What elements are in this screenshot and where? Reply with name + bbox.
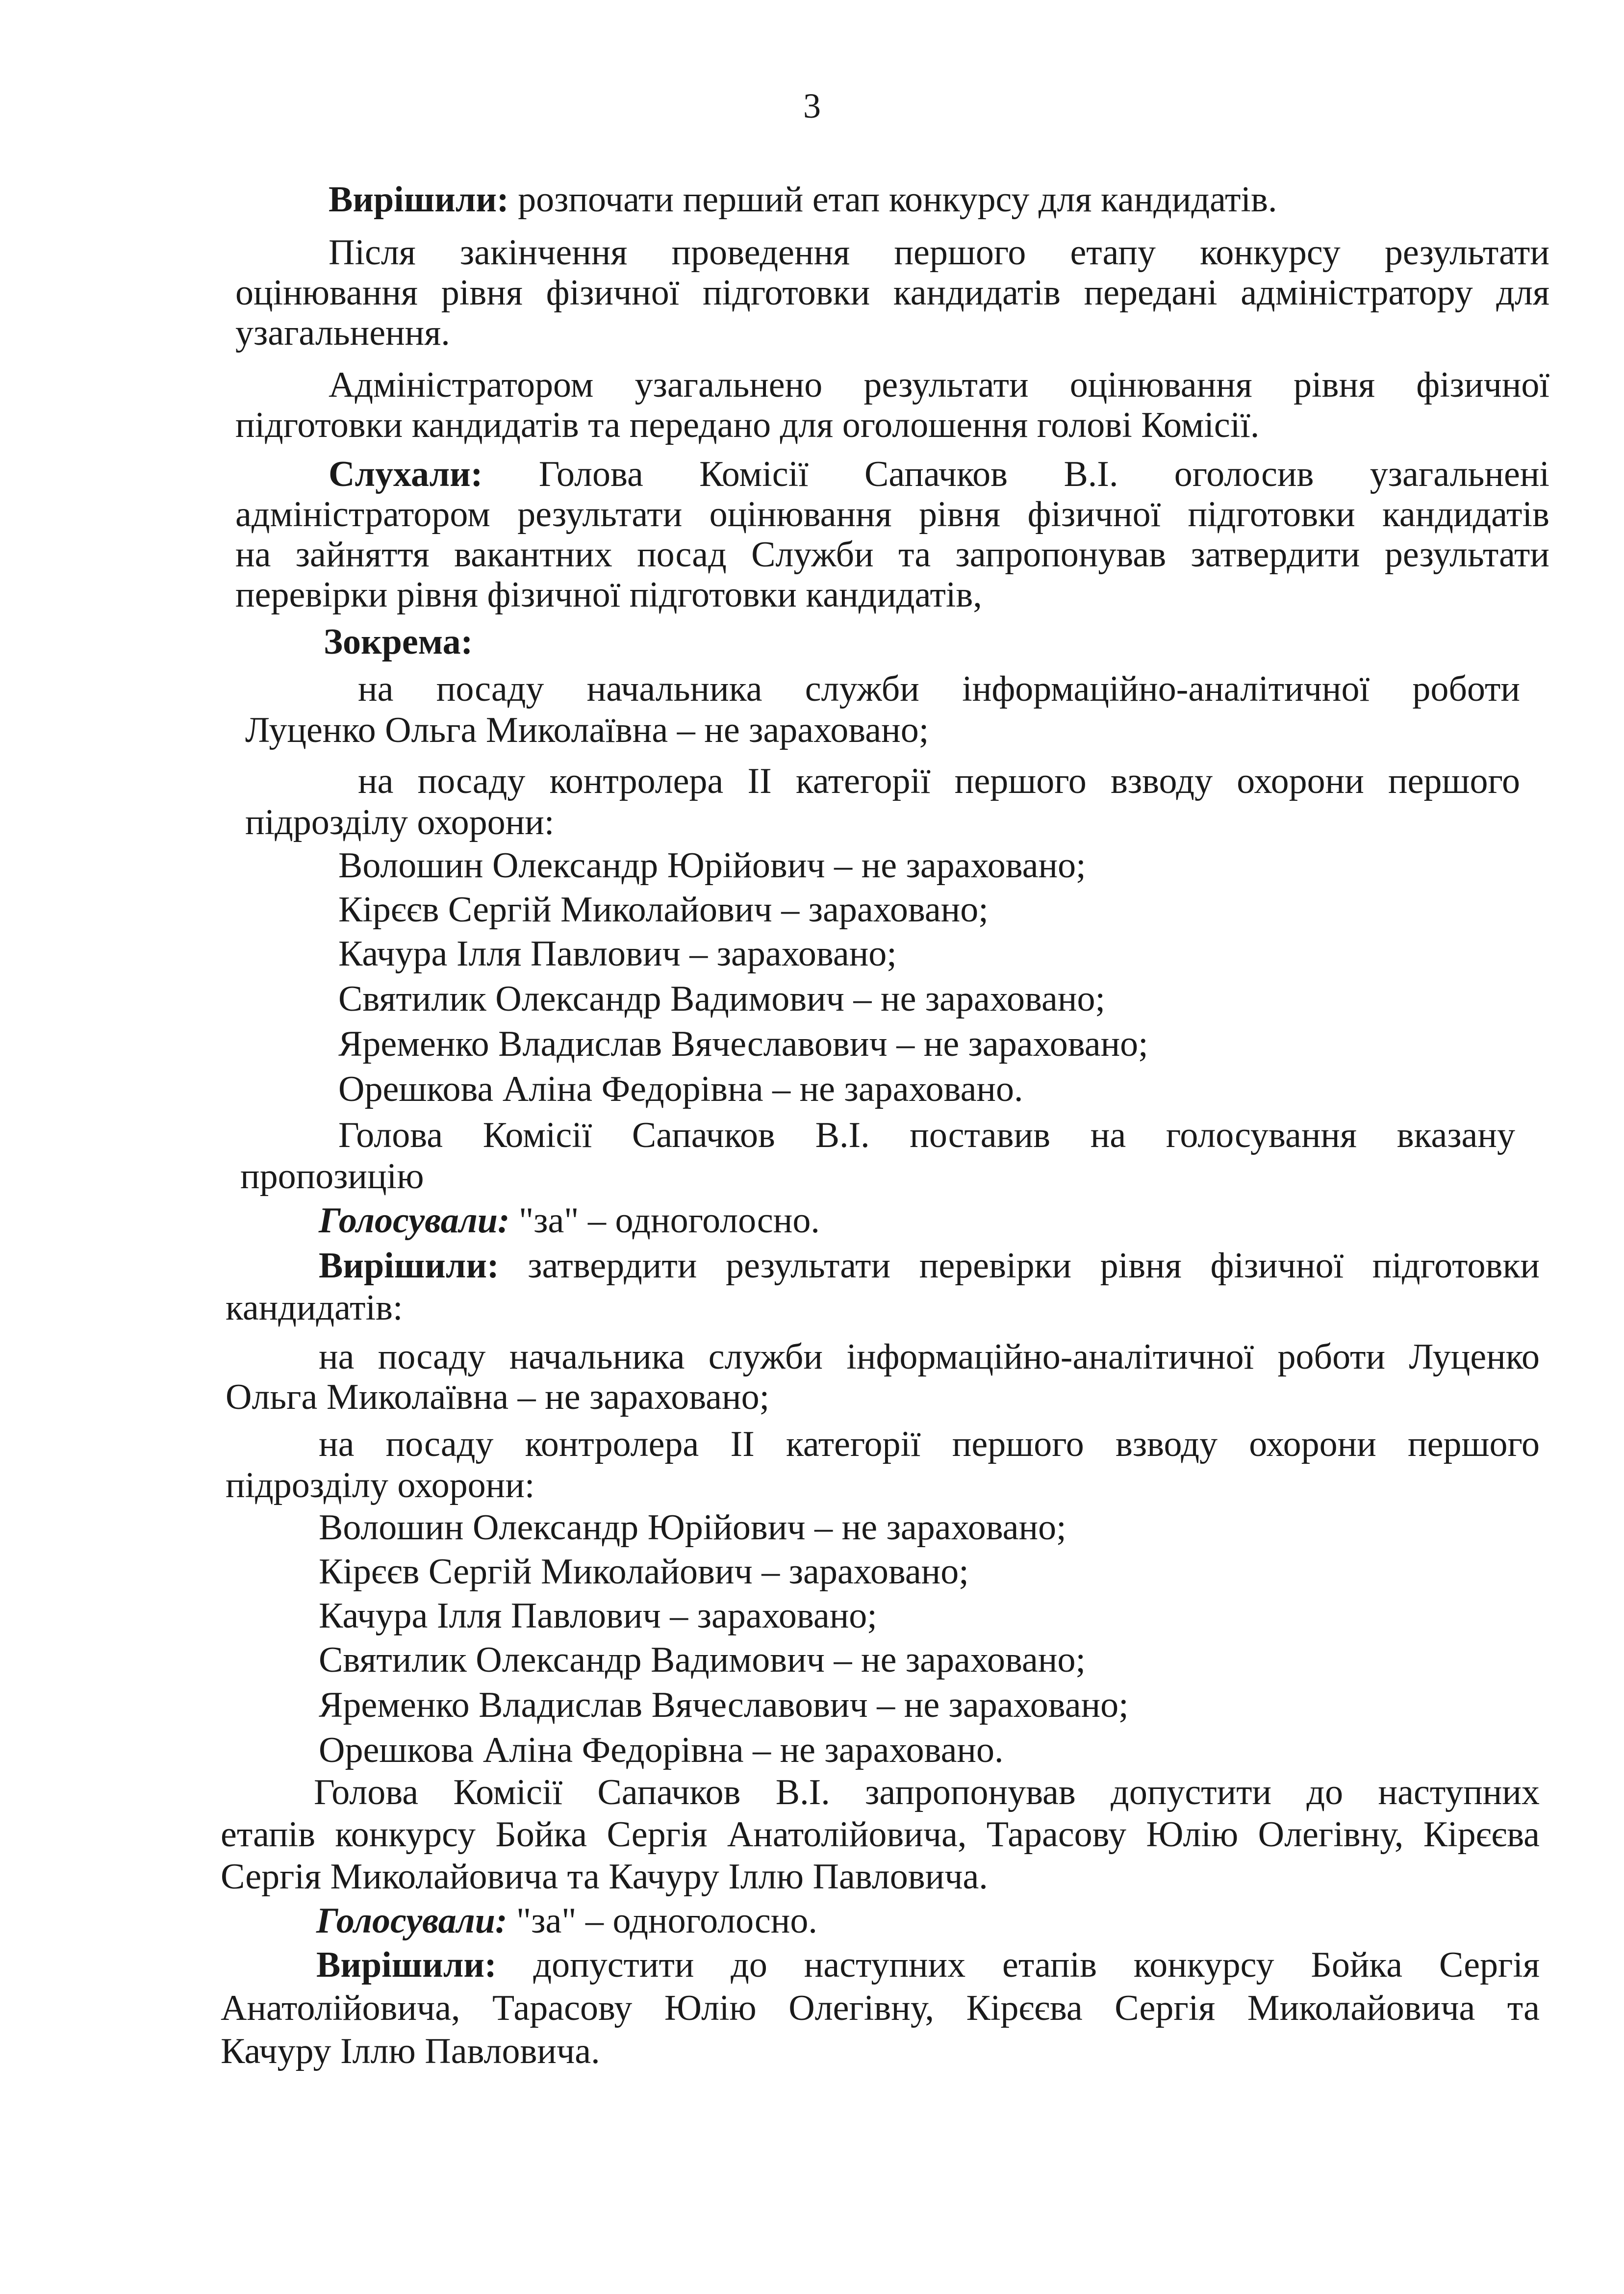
label-voted: Голосували: [316,1901,508,1941]
text-line: Голова Комісії Сапачков В.І. поставив на голосування вказану [338,1115,1515,1155]
text-line: узагальнення. [235,313,450,353]
candidate-item: Яременко Владислав Вячеславович – не зараховано; [338,1024,1148,1064]
candidate-item: Кірєєв Сергій Миколайович – зараховано; [338,890,989,930]
candidate-item: Яременко Владислав Вячеславович – не зараховано; [319,1685,1129,1725]
page-number: 3 [803,86,821,126]
decided-3-text: допустити до наступних етапів конкурсу Бойка Сергія [496,1945,1540,1985]
label-voted: Голосували: [319,1200,510,1241]
text-line: етапів конкурсу Бойка Сергія Анатолійовича, Тарасову Юлію Олегівну, Кірєєва [221,1814,1540,1855]
text-line: Голова Комісії Сапачков В.І. запропонував допустити до наступних [314,1772,1540,1812]
text-line: на посаду начальника служби інформаційно-аналітичної роботи Луценко [319,1337,1540,1377]
text-line: на зайняття вакантних посад Служби та запропонував затвердити результати [235,535,1549,575]
text-line: на посаду контролера ІІ категорії першого взводу охорони першого [319,1424,1540,1464]
candidate-item: Качура Ілля Павлович – зараховано; [338,934,897,974]
voted-2-text: "за" – одноголосно. [507,1901,817,1941]
text-line: на посаду начальника служби інформаційно-аналітичної роботи [358,669,1520,709]
label-in-particular: Зокрема: [324,622,473,662]
text-line: Луценко Ольга Миколаївна – не зараховано; [245,710,929,750]
candidate-item: Кірєєв Сергій Миколайович – зараховано; [319,1552,969,1592]
paragraph-voted-1 [319,1202,820,1239]
candidate-item: Орешкова Аліна Федорівна – не зараховано. [338,1069,1023,1109]
text-line: адміністратором результати оцінювання рівня фізичної підготовки кандидатів [235,494,1549,535]
decided-1-text: розпочати перший етап конкурсу для кандидатів. [508,179,1277,220]
heard-text: Голова Комісії Сапачков В.І. оголосив узагальнені [482,454,1549,494]
label-heard: Слухали: [329,454,483,494]
paragraph-decided-3 [316,1947,1540,1983]
text-line: на посаду контролера ІІ категорії першого взводу охорони першого [358,761,1520,801]
paragraph-voted-2 [316,1903,817,1939]
voted-1-text: "за" – одноголосно. [509,1200,820,1241]
candidate-item: Святилик Олександр Вадимович – не зараховано; [319,1640,1086,1680]
candidate-item: Волошин Олександр Юрійович – не зараховано; [338,845,1086,886]
text-line: Ольга Миколаївна – не зараховано; [226,1377,770,1417]
text-line: Після закінчення проведення першого етапу конкурсу результати [329,232,1549,273]
paragraph-heard [329,456,1549,492]
candidate-item: Святилик Олександр Вадимович – не зараховано; [338,979,1106,1019]
text-line: пропозицію [240,1156,424,1197]
text-line: кандидатів: [226,1288,403,1328]
candidate-item: Качура Ілля Павлович – зараховано; [319,1596,877,1636]
text-line: Качуру Іллю Павловича. [221,2031,600,2071]
text-line: Адміністратором узагальнено результати оцінювання рівня фізичної [329,365,1549,405]
text-line: Сергія Миколайовича та Качуру Іллю Павловича. [221,1857,988,1897]
text-line: підготовки кандидатів та передано для оголошення голові Комісії. [235,405,1260,445]
label-decided: Вирішили: [319,1246,499,1286]
text-line: Анатолійовича, Тарасову Юлію Олегівну, Кірєєва Сергія Миколайовича та [221,1988,1540,2028]
decided-2-text: затвердити результати перевірки рівня фізичної підготовки [499,1246,1540,1286]
text-line: оцінювання рівня фізичної підготовки кандидатів передані адміністратору для [235,273,1549,313]
label-decided: Вирішили: [316,1945,497,1985]
text-line: підрозділу охорони: [245,802,555,842]
paragraph-decided-2 [319,1248,1540,1284]
candidate-item: Орешкова Аліна Федорівна – не зараховано. [319,1730,1004,1770]
text-line: перевірки рівня фізичної підготовки кандидатів, [235,575,982,615]
paragraph-decided-1 [329,181,1277,218]
candidate-item: Волошин Олександр Юрійович – не зараховано; [319,1507,1066,1548]
label-decided: Вирішили: [329,179,509,220]
text-line: підрозділу охорони: [226,1465,535,1505]
